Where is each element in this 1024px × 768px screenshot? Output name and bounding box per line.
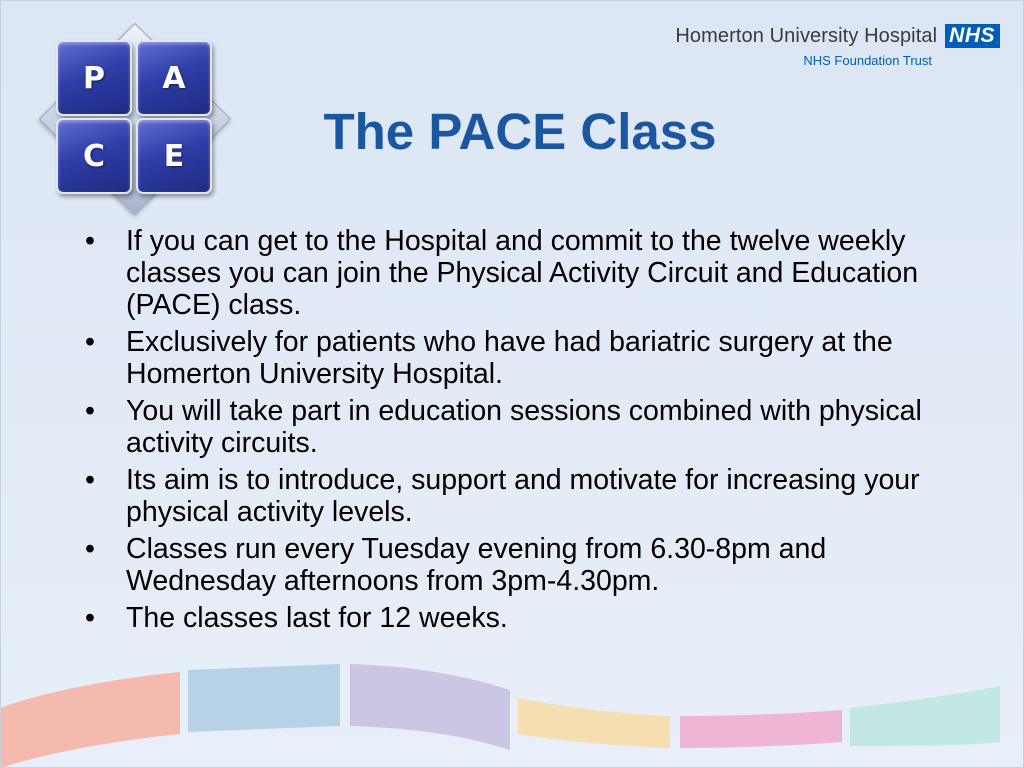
nhs-logo: NHS — [945, 24, 1000, 48]
ribbon-segment-peach — [518, 698, 670, 748]
bullet-icon: • — [85, 533, 95, 565]
bullet-text: If you can get to the Hospital and commit to the twelve weekly classes you can join the Physical Activity Circuit and Education (PACE) class. — [126, 225, 919, 321]
bullet-icon: • — [85, 602, 95, 634]
decorative-ribbon — [0, 650, 1024, 768]
bullet-text: Classes run every Tuesday evening from 6.30-8pm and Wednesday afternoons from 3pm-4.30pm. — [126, 533, 827, 597]
hospital-branding — [675, 24, 1000, 68]
logo-tile-p: P — [56, 40, 132, 116]
ribbon-segment-lavender — [350, 664, 510, 750]
ribbon-segment-pink — [0, 672, 180, 768]
logo-tile-a: A — [136, 40, 212, 116]
bullet-item — [80, 225, 930, 321]
ribbon-segment-rose — [680, 710, 842, 748]
bullet-text: Its aim is to introduce, support and motivate for increasing your physical activity levels. — [126, 464, 920, 528]
foundation-trust-label: NHS Foundation Trust — [803, 53, 932, 68]
bullet-item — [80, 464, 930, 528]
bullet-icon: • — [85, 395, 95, 427]
bullet-text: Exclusively for patients who have had bariatric surgery at the Homerton University Hospital. — [126, 326, 893, 390]
hospital-name: Homerton University Hospital — [675, 24, 938, 47]
bullet-text: The classes last for 12 weeks. — [126, 602, 508, 634]
bullet-item — [80, 326, 930, 390]
ribbon-segment-mint — [850, 686, 1000, 746]
hospital-name-row — [675, 24, 1000, 48]
slide-title: The PACE Class — [323, 103, 717, 160]
logo-tile-c: C — [56, 118, 132, 194]
bullet-icon: • — [85, 326, 95, 358]
bullet-icon: • — [85, 225, 95, 257]
bullet-item — [80, 533, 930, 597]
pace-logo — [36, 20, 232, 216]
bullet-text: You will take part in education sessions combined with physical activity circuits. — [126, 395, 922, 459]
logo-tile-e: E — [136, 118, 212, 194]
bullet-icon: • — [85, 464, 95, 496]
bullet-item — [80, 602, 930, 634]
ribbon-segment-blue — [188, 664, 340, 732]
bullet-item — [80, 395, 930, 459]
bullet-list — [80, 225, 930, 639]
